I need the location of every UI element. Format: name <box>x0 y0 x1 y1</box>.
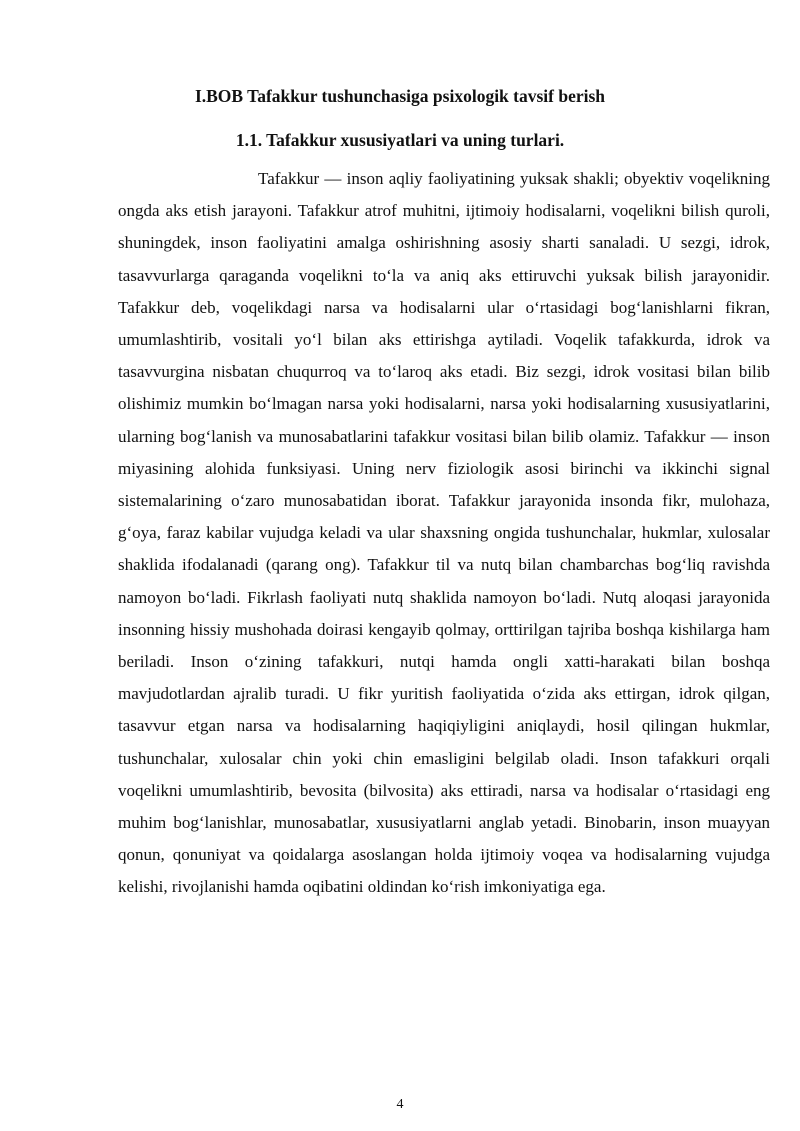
section-title: 1.1. Tafakkur xususiyatlari va uning turlari. <box>235 130 565 150</box>
page-number: 4 <box>396 1097 404 1112</box>
chapter-title: I.BOB Tafakkur tushunchasiga psixologik tavsif berish <box>194 86 606 106</box>
body-paragraph: Tafakkur — inson aqliy faoliyatining yuksak shakli; obyektiv voqelikning ongda aks etish jarayoni. Tafakkur atrof muhitni, ijtimoiy hodisalarni, voqelikni bilish quroli, shuningdek, inson faoliyatini amalga oshirishning asosiy sharti sanaladi. U sezgi, idrok, tasavvurlarga qaraganda voqelikni to‘la va aniq aks ettiruvchi yuksak bilish jarayonidir. Tafakkur deb, voqelikdagi narsa va hodisalarni ular o‘rtasidagi bog‘lanishlarni fikran, umumlashtirib, vositali yo‘l bilan aks ettirishga aytiladi. Voqelik tafakkurda, idrok va tasavvurgina nisbatan chuqurroq va to‘laroq aks etadi. Biz sezgi, idrok vositasi bilan bilib olishimiz mumkin bo‘lmagan narsa yoki hodisalarni, narsa yoki hodisalarning xususiyatlarini, ularning bog‘lanish va munosabatlarini tafakkur vositasi bilan bilib olamiz. Tafakkur — inson miyasining alohida funksiyasi. Uning nerv fiziologik asosi birinchi va ikkinchi signal sistemalarining o‘zaro munosabatidan iborat. Tafakkur jarayonida insonda fikr, mulohaza, g‘oya, faraz kabilar vujudga keladi va ular shaxsning ongida tushunchalar, hukmlar, xulosalar shaklida ifodalanadi (qarang ong). Tafakkur til va nutq bilan chambarchas bog‘liq ravishda namoyon bo‘ladi. Fikrlash faoliyati nutq shaklida namoyon bo‘ladi. Nutq aloqasi jarayonida insonning hissiy mushohada doirasi kengayib qolmay, orttirilgan tajriba boshqa kishilarga ham beriladi. Inson o‘zining tafakkuri, nutqi hamda ongli xatti-harakati bilan boshqa mavjudotlardan ajralib turadi. U fikr yuritish faoliyatida o‘zida aks ettirgan, idrok qilgan, tasavvur etgan narsa va hodisalarning haqiqiyligini aniqlaydi, hosil qilingan hukmlar, tushunchalar, xulosalar chin yoki chin emasligini belgilab oladi. Inson tafakkuri orqali voqelikni umumlashtirib, bevosita (bilvosita) aks ettiradi, narsa va hodisalar o‘rtasidagi eng muhim bog‘lanishlar, munosabatlar, xususiyatlarni anglab yetadi. Binobarin, inson muayyan qonun, qonuniyat va qoidalarga asoslangan holda ijtimoiy voqea va hodisalarning vujudga kelishi, rivojlanishi hamda oqibatini oldindan ko‘rish imkoniyatiga ega. <box>118 169 770 897</box>
